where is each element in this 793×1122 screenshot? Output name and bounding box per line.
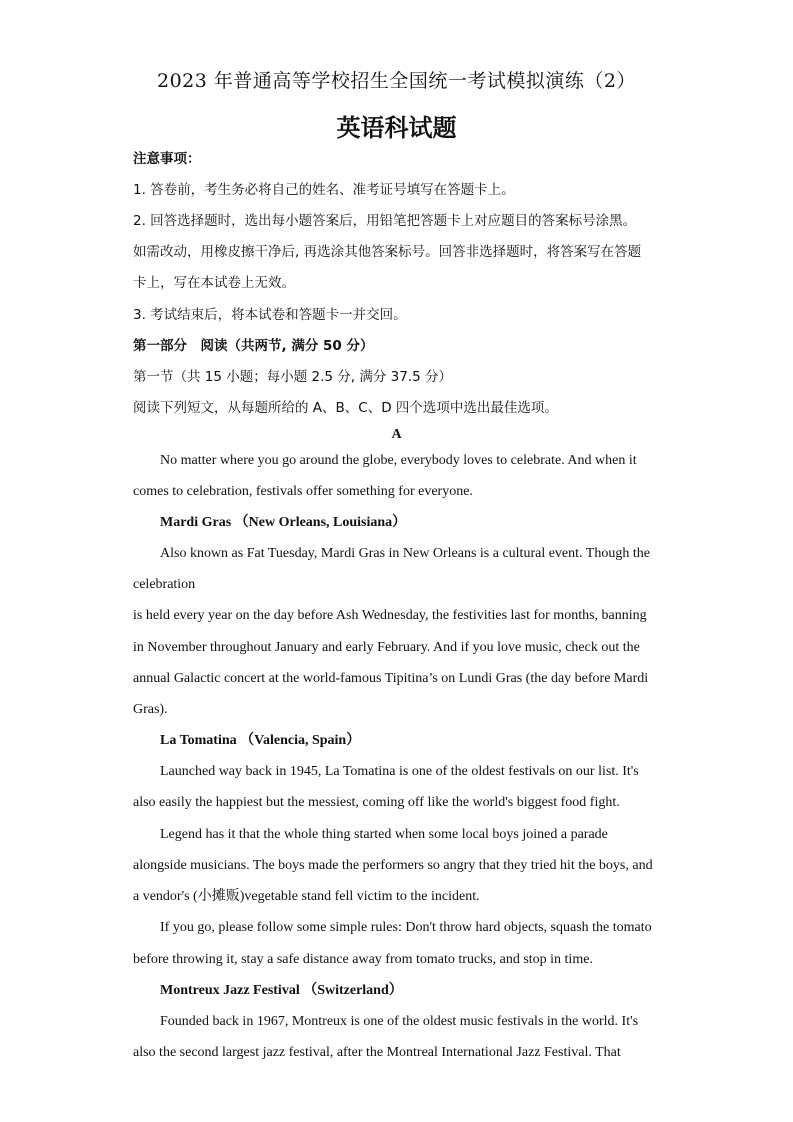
passage-line: before throwing it, stay a safe distance away from tomato trucks, and stop in time.	[133, 952, 593, 967]
passage-line: No matter where you go around the globe, everybody loves to celebrate. And when it	[160, 453, 637, 468]
passage-label: A	[391, 427, 402, 442]
passage-line: also easily the happiest but the messiest, coming off like the world's biggest food fight.	[133, 795, 620, 810]
passage-line: alongside musicians. The boys made the performers so angry that they tried hit the boys, and	[133, 858, 653, 873]
passage-line: is held every year on the day before Ash Wednesday, the festivities last for months, banning	[133, 608, 647, 623]
passage-line: comes to celebration, festivals offer something for everyone.	[133, 484, 473, 499]
passage-line: annual Galactic concert at the world-famous Tipitina’s on Lundi Gras (the day before Mardi	[133, 671, 649, 686]
section-heading-mardi-gras: Mardi Gras （New Orleans, Louisiana）	[160, 515, 407, 530]
notice-item-2-line-2: 如需改动，用橡皮擦干净后, 再选涂其他答案标号。回答非选择题时，将答案写在答题	[133, 244, 642, 260]
notice-item-2-line-1: 2. 回答选择题时，选出每小题答案后，用铅笔把答题卡上对应题目的答案标号涂黑。	[133, 213, 637, 229]
section-heading-la-tomatina: La Tomatina （Valencia, Spain）	[160, 733, 361, 748]
instruction: 阅读下列短文，从每题所给的 A、B、C、D 四个选项中选出最佳选项。	[133, 400, 558, 416]
notice-heading: 注意事项：	[133, 151, 201, 167]
section-heading-montreux: Montreux Jazz Festival （Switzerland）	[160, 983, 403, 998]
passage-line: Founded back in 1967, Montreux is one of the oldest music festivals in the world. It's	[160, 1014, 639, 1029]
passage-line: Legend has it that the whole thing started when some local boys joined a parade	[160, 827, 608, 842]
passage-line: If you go, please follow some simple rules: Don't throw hard objects, squash the tomato	[160, 920, 652, 935]
passage-line: also the second largest jazz festival, after the Montreal International Jazz Festival. That	[133, 1045, 621, 1060]
part1-heading: 第一部分 阅读（共两节, 满分 50 分）	[133, 338, 374, 354]
exam-title: 2023 年普通高等学校招生全国统一考试模拟演练（2）	[157, 70, 636, 92]
exam-subtitle: 英语科试题	[336, 113, 457, 142]
notice-item-1: 1. 答卷前，考生务必将自己的姓名、准考证号填写在答题卡上。	[133, 182, 515, 198]
notice-item-2-line-3: 卡上，写在本试卷上无效。	[133, 275, 295, 291]
passage-line: celebration	[133, 577, 196, 592]
passage-line: Gras).	[133, 702, 168, 717]
passage-line: Launched way back in 1945, La Tomatina is one of the oldest festivals on our list. It's	[160, 764, 639, 779]
passage-line: Also known as Fat Tuesday, Mardi Gras in New Orleans is a cultural event. Though the	[160, 546, 650, 561]
notice-item-3: 3. 考试结束后，将本试卷和答题卡一并交回。	[133, 307, 407, 323]
section1-heading: 第一节（共 15 小题；每小题 2.5 分, 满分 37.5 分）	[133, 369, 453, 385]
passage-line: in November throughout January and early February. And if you love music, check out the	[133, 640, 640, 655]
passage-line: a vendor's (小摊贩)vegetable stand fell victim to the incident.	[133, 889, 480, 904]
